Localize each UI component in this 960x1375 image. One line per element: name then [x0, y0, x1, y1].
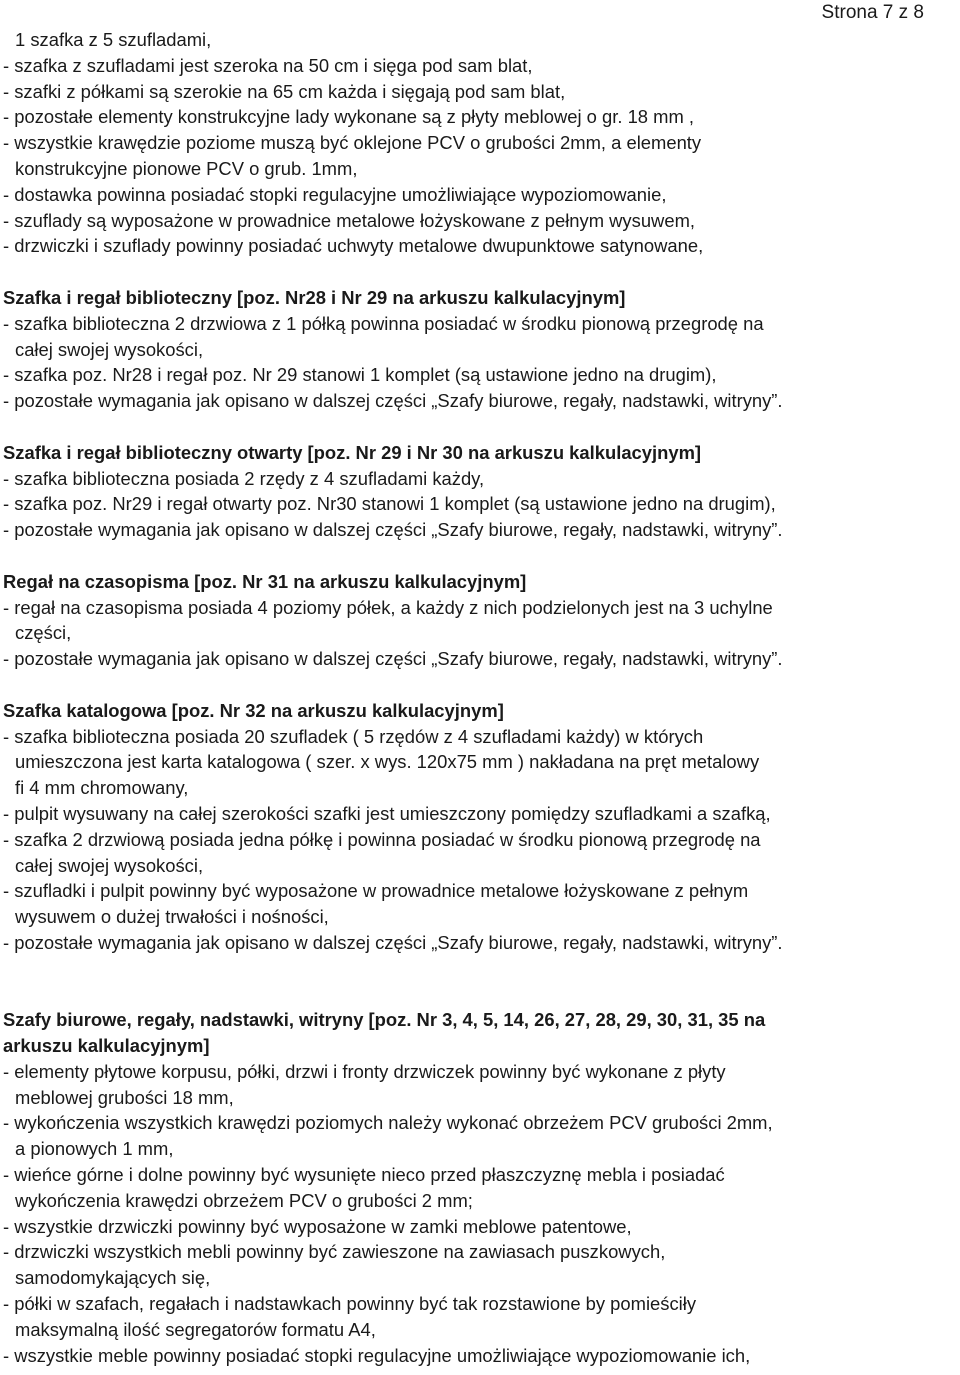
- text-line: - drzwiczki i szuflady powinny posiadać uchwyty metalowe dwupunktowe satynowane,: [3, 235, 704, 257]
- text-line: - drzwiczki wszystkich mebli powinny być zawieszone na zawiasach puszkowych,: [3, 1241, 666, 1263]
- text-line: - szafki z półkami są szerokie na 65 cm każda i sięgają pod sam blat,: [3, 80, 566, 102]
- blank-line: [3, 981, 958, 1007]
- text-line: całej swojej wysokości,: [15, 338, 204, 360]
- text-line: - pozostałe wymagania jak opisano w dalszej części „Szafy biurowe, regały, nadstawki, witryny”.: [3, 648, 783, 670]
- text-line: wysuwem o dużej trwałości i nośności,: [15, 906, 329, 928]
- text-line: całej swojej wysokości,: [15, 854, 204, 876]
- text-line: fi 4 mm chromowany,: [15, 777, 189, 799]
- page-number: Strona 7 z 8: [821, 2, 924, 23]
- blank-line: [3, 259, 958, 285]
- document-body: [3, 27, 958, 1368]
- blank-line: [3, 414, 958, 440]
- text-line: - szafka biblioteczna posiada 20 szufladek ( 5 rzędów z 4 szufladami każdy) w których: [3, 725, 704, 747]
- section-heading: Szafka katalogowa [poz. Nr 32 na arkuszu kalkulacyjnym]: [3, 699, 504, 721]
- text-line: wykończenia krawędzi obrzeżem PCV o grubości 2 mm;: [15, 1189, 473, 1211]
- text-line: - szufladki i pulpit powinny być wyposażone w prowadnice metalowe łożyskowane z pełnym: [3, 880, 749, 902]
- blank-line: [3, 956, 958, 982]
- blank-line: [3, 543, 958, 569]
- text-line: - wszystkie meble powinny posiadać stopki regulacyjne umożliwiające wypoziomowanie ich,: [3, 1344, 751, 1366]
- text-line: - szafka poz. Nr28 i regał poz. Nr 29 stanowi 1 komplet (są ustawione jedno na drugim),: [3, 364, 717, 386]
- text-line: a pionowych 1 mm,: [15, 1138, 174, 1160]
- text-line: - szuflady są wyposażone w prowadnice metalowe łożyskowane z pełnym wysuwem,: [3, 209, 695, 231]
- text-line: - elementy płytowe korpusu, półki, drzwi i fronty drzwiczek powinny być wykonane z płyty: [3, 1060, 726, 1082]
- section-heading: Regał na czasopisma [poz. Nr 31 na arkuszu kalkulacyjnym]: [3, 570, 527, 592]
- text-line: - regał na czasopisma posiada 4 poziomy półek, a każdy z nich podzielonych jest na 3 uchylne: [3, 596, 773, 618]
- text-line: - szafka poz. Nr29 i regał otwarty poz. Nr30 stanowi 1 komplet (są ustawione jedno na drugim),: [3, 493, 776, 515]
- text-line: - szafka 2 drzwiową posiada jedna półkę i powinna posiadać w środku pionową przegrodę na: [3, 828, 761, 850]
- text-line: maksymalną ilość segregatorów formatu A4,: [15, 1318, 376, 1340]
- text-line: - wykończenia wszystkich krawędzi poziomych należy wykonać obrzeżem PCV grubości 2mm,: [3, 1112, 773, 1134]
- text-line: - pozostałe wymagania jak opisano w dalszej części „Szafy biurowe, regały, nadstawki, witryny”.: [3, 390, 783, 412]
- text-line: części,: [15, 622, 72, 644]
- text-line: 1 szafka z 5 szufladami,: [15, 29, 212, 50]
- text-line: - pulpit wysuwany na całej szerokości szafki jest umieszczony pomiędzy szufladkami a szafką,: [3, 802, 771, 824]
- text-line: konstrukcyjne pionowe PCV o grub. 1mm,: [15, 157, 358, 179]
- text-line: umieszczona jest karta katalogowa ( szer. x wys. 120x75 mm ) nakładana na pręt metalowy: [15, 751, 760, 773]
- text-line: - wieńce górne i dolne powinny być wysunięte nieco przed płaszczyznę mebla i posiadać: [3, 1164, 725, 1186]
- text-line: - szafka biblioteczna 2 drzwiowa z 1 półką powinna posiadać w środku pionową przegrodę na: [3, 312, 764, 334]
- section-heading: Szafka i regał biblioteczny otwarty [poz. Nr 29 i Nr 30 na arkuszu kalkulacyjnym]: [3, 441, 702, 463]
- text-line: - wszystkie krawędzie poziome muszą być oklejone PCV o grubości 2mm, a elementy: [3, 132, 702, 154]
- text-line: meblowej grubości 18 mm,: [15, 1086, 234, 1108]
- text-line: - dostawka powinna posiadać stopki regulacyjne umożliwiające wypoziomowanie,: [3, 183, 667, 205]
- text-line: - szafka z szufladami jest szeroka na 50 cm i sięga pod sam blat,: [3, 54, 533, 76]
- text-line: - szafka biblioteczna posiada 2 rzędy z 4 szufladami każdy,: [3, 467, 485, 489]
- text-line: - półki w szafach, regałach i nadstawkach powinny być tak rozstawione by pomieściły: [3, 1293, 697, 1315]
- section-heading: Szafka i regał biblioteczny [poz. Nr28 i Nr 29 na arkuszu kalkulacyjnym]: [3, 286, 626, 308]
- text-line: - pozostałe wymagania jak opisano w dalszej części „Szafy biurowe, regały, nadstawki, witryny”.: [3, 931, 783, 953]
- section-heading: Szafy biurowe, regały, nadstawki, witryny [poz. Nr 3, 4, 5, 14, 26, 27, 28, 29, 30, 31, 35 na: [3, 1009, 766, 1031]
- text-line: - wszystkie drzwiczki powinny być wyposażone w zamki meblowe patentowe,: [3, 1215, 632, 1237]
- text-line: - pozostałe wymagania jak opisano w dalszej części „Szafy biurowe, regały, nadstawki, witryny”.: [3, 519, 783, 541]
- blank-line: [3, 672, 958, 698]
- section-heading: arkuszu kalkulacyjnym]: [3, 1035, 210, 1057]
- text-line: - pozostałe elementy konstrukcyjne lady wykonane są z płyty meblowej o gr. 18 mm ,: [3, 106, 694, 128]
- text-line: samodomykających się,: [15, 1267, 211, 1289]
